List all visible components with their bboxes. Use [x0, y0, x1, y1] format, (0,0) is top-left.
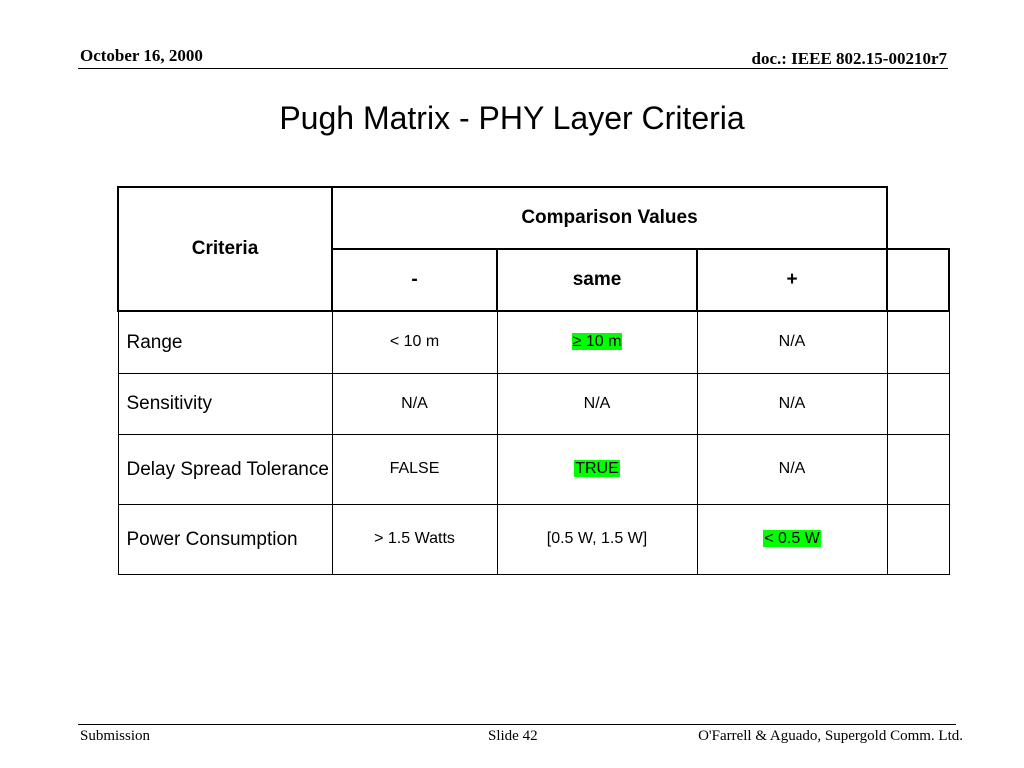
- comparison-values-header: Comparison Values: [332, 187, 887, 249]
- table-row: [118, 504, 949, 574]
- table-header-row-1: [118, 187, 949, 249]
- value-cell: [697, 504, 887, 574]
- value-text: N/A: [778, 394, 806, 412]
- footer-slide-number: Slide 42: [488, 728, 538, 744]
- blank-header-cell: [887, 187, 949, 249]
- value-cell: [332, 311, 497, 373]
- column-header-minus: -: [332, 249, 497, 311]
- value-cell: [497, 373, 697, 434]
- value-cell: [697, 311, 887, 373]
- footer-submission: Submission: [80, 728, 151, 744]
- criteria-cell: Power Consumption: [118, 504, 332, 574]
- column-header-same: same: [497, 249, 697, 311]
- value-text: N/A: [401, 394, 428, 412]
- value-text: N/A: [778, 333, 806, 351]
- highlighted-value: ≥ 10 m: [572, 333, 622, 351]
- value-cell: [697, 434, 887, 504]
- value-text: < 10 m: [389, 333, 440, 351]
- value-text: > 1.5 Watts: [374, 530, 455, 547]
- table-row: [118, 434, 949, 504]
- slide-title: Pugh Matrix - PHY Layer Criteria: [279, 100, 745, 136]
- blank-cell: [887, 373, 949, 434]
- blank-cell: [887, 504, 949, 574]
- criteria-cell: Sensitivity: [118, 373, 332, 434]
- criteria-cell: Range: [118, 311, 332, 373]
- value-cell: [332, 434, 497, 504]
- value-text: FALSE: [389, 460, 440, 477]
- value-cell: [697, 373, 887, 434]
- blank-header-cell: [887, 249, 949, 311]
- value-cell: [332, 504, 497, 574]
- criteria-cell: Delay Spread Tolerance: [118, 434, 332, 504]
- value-text: N/A: [778, 460, 806, 477]
- highlighted-value: TRUE: [575, 460, 619, 477]
- column-header-plus: +: [697, 249, 887, 311]
- footer-authors: O'Farrell & Aguado, Supergold Comm. Ltd.: [698, 728, 963, 744]
- value-cell: [497, 311, 697, 373]
- header-divider: [78, 68, 948, 69]
- value-text: [0.5 W, 1.5 W]: [546, 530, 648, 547]
- value-cell: [497, 504, 697, 574]
- table-row: [118, 373, 949, 434]
- value-cell: [332, 373, 497, 434]
- header-date: October 16, 2000: [80, 46, 203, 65]
- blank-cell: [887, 311, 949, 373]
- blank-cell: [887, 434, 949, 504]
- criteria-header: Criteria: [118, 187, 332, 311]
- highlighted-value: < 0.5 W: [764, 530, 820, 547]
- value-cell: [497, 434, 697, 504]
- value-text: N/A: [583, 394, 611, 412]
- table-row: [118, 311, 949, 373]
- header-doc-id: doc.: IEEE 802.15-00210r7: [751, 49, 947, 68]
- pugh-matrix-table: [117, 186, 950, 575]
- footer-divider: [78, 724, 956, 725]
